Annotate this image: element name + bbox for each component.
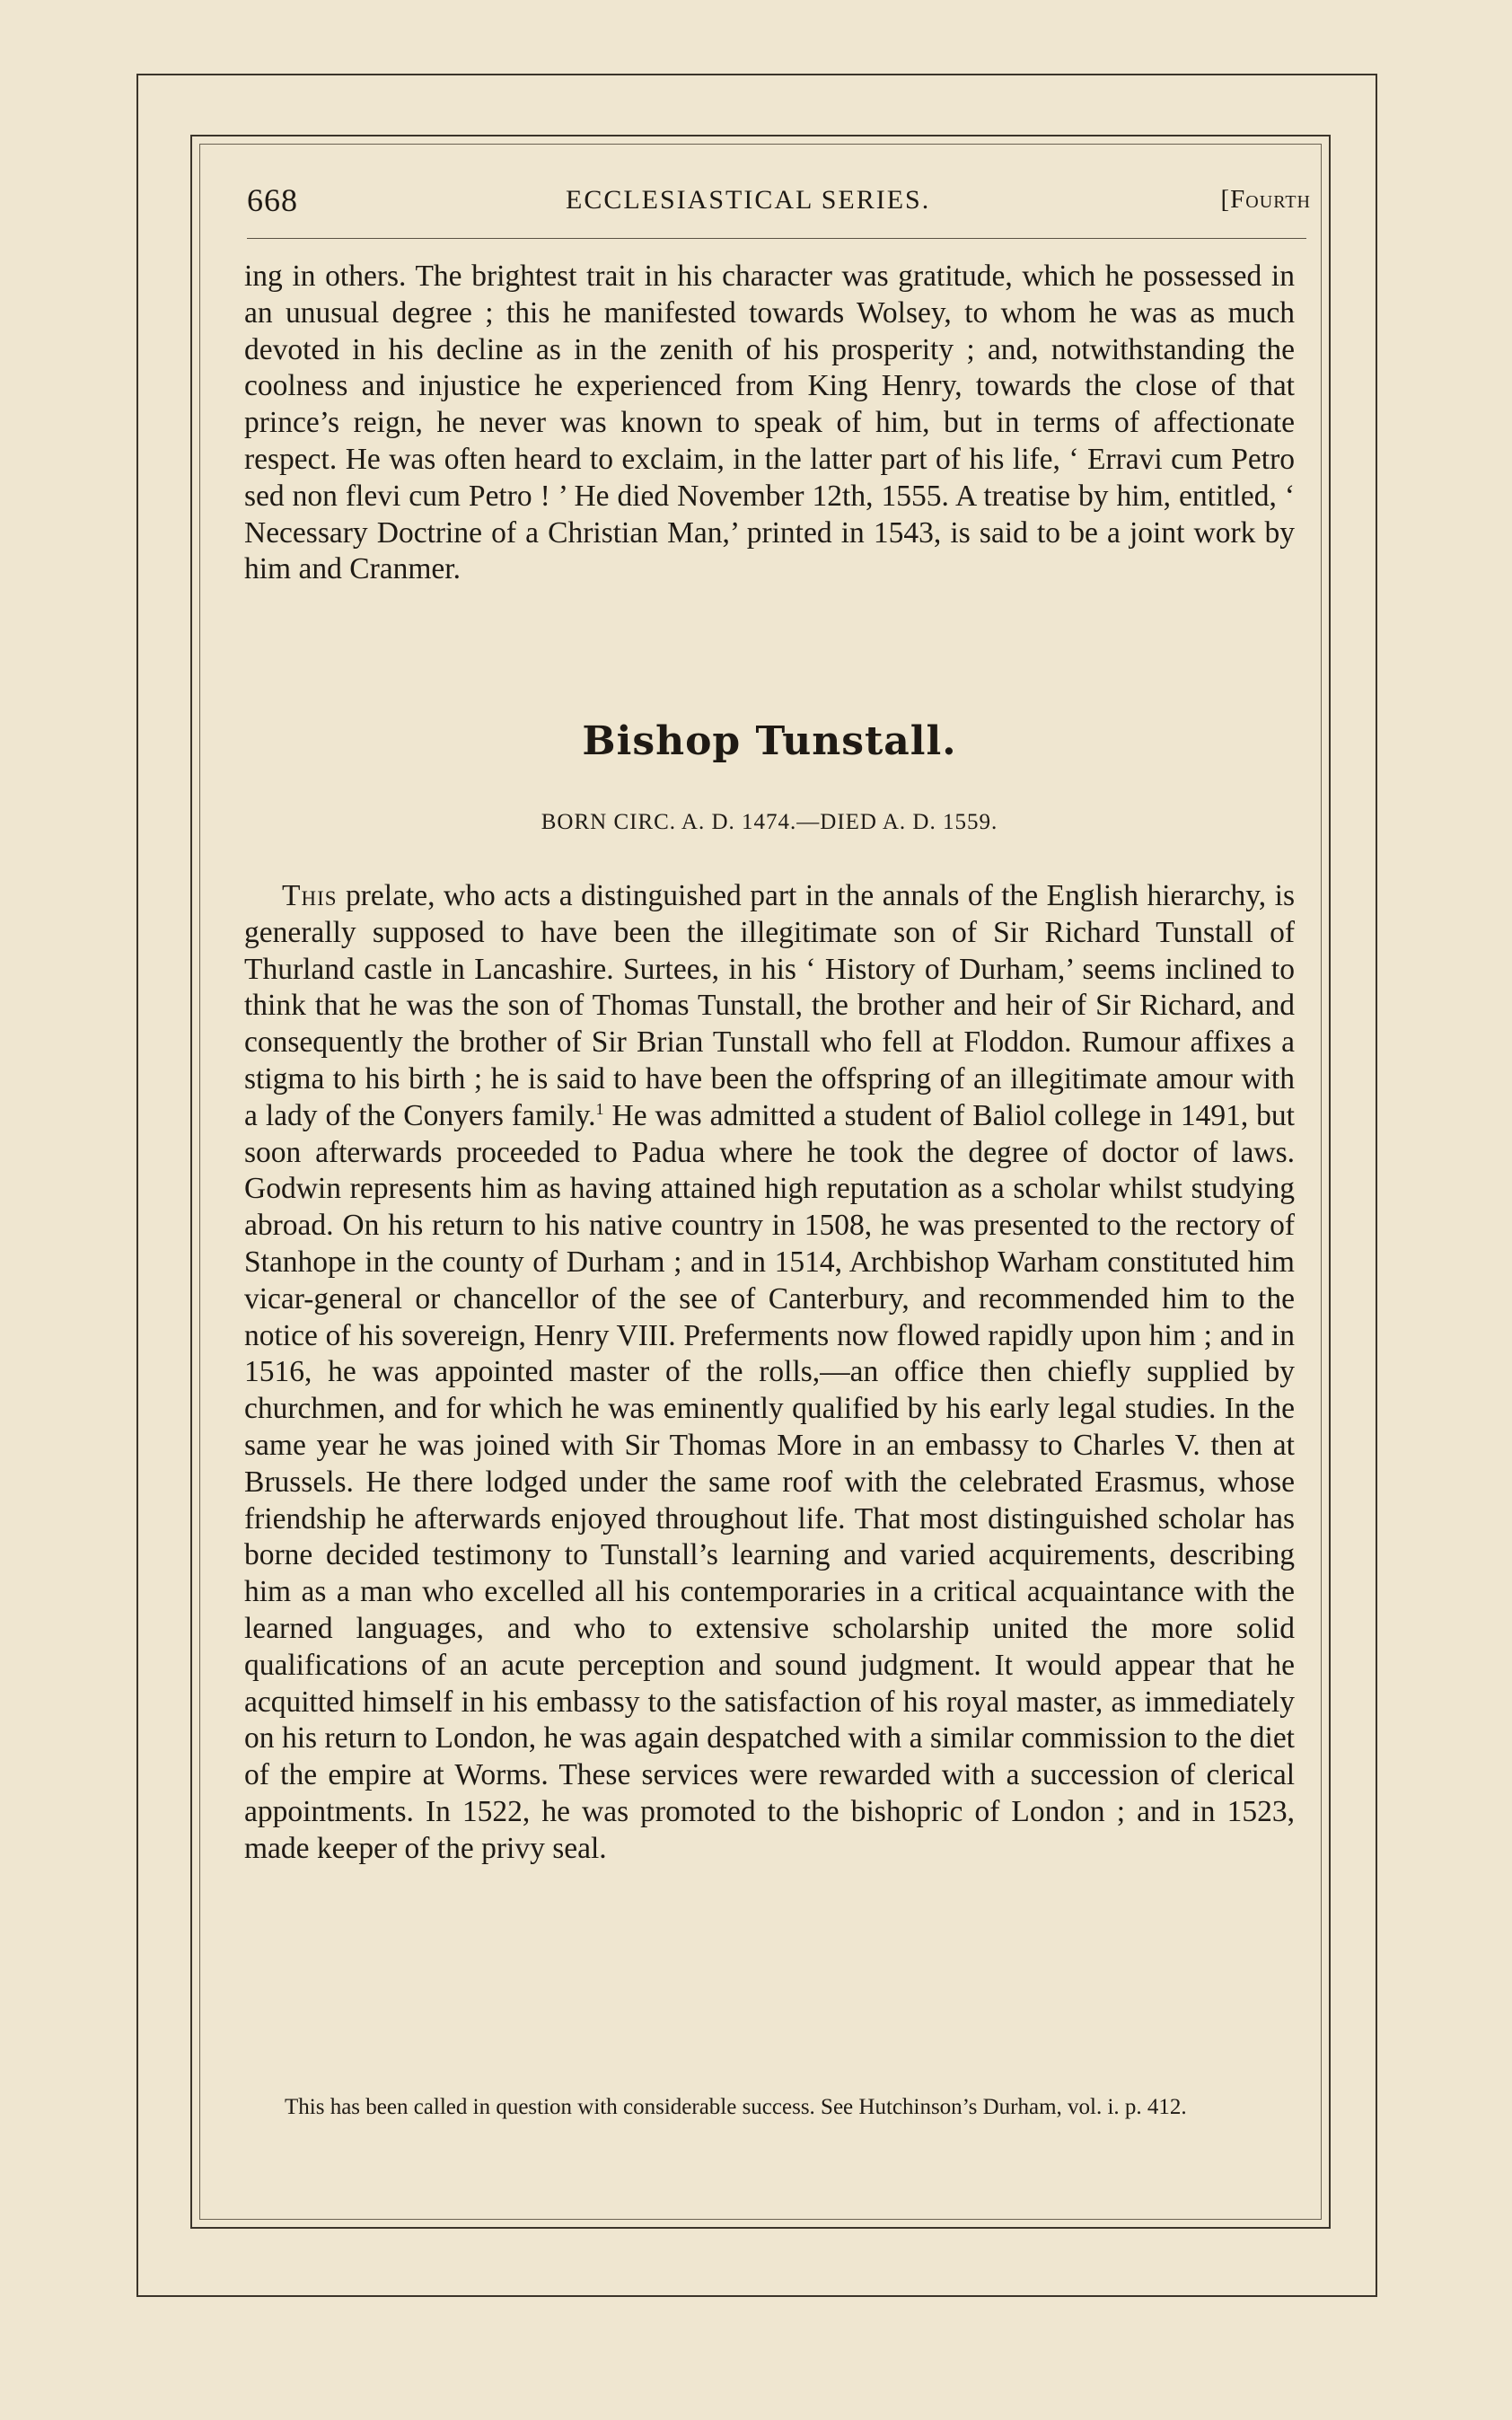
section-heading: Bishop Tunstall. <box>582 718 957 764</box>
footnote: This has been called in question with considerable success. See Hutchinson’s Durham, vol. i. p. 412. <box>285 2095 1187 2119</box>
paragraph-text-before-note: prelate, who acts a distinguished part in the annals of the English hierarchy, is generally supposed to have been the illegitimate son of Sir Richard Tunstall of Thurland castle in Lancashire. Surtees, in his ‘ History of Durham,’ seems inclined to think that he was the son of Thomas Tunstall, the brother and heir of Sir Richard, and consequently the brother of Sir Brian Tunstall who fell at Floddon. Rumour affixes a stigma to his birth ; he is said to have been the offspring of an illegitimate amour with a lady of the Conyers family. <box>244 879 1295 1132</box>
section-dates: BORN CIRC. A. D. 1474.—DIED A. D. 1559. <box>541 810 998 834</box>
paragraph-opening-word: This <box>282 879 338 912</box>
paragraph-text-after-note: He was admitted a student of Baliol college in 1491, but soon afterwards proceeded to Padua where he took the degree of doctor of laws. Godwin represents him as having attained high reputation as a scholar whilst studying abroad. On his return to his native country in 1508, he was presented to the rectory of Stanhope in the county of Durham ; and in 1514, Archbishop Warham constituted him vicar-general or chancellor of the see of Canterbury, and recommended him to the notice of his sovereign, Henry VIII. Preferments now flowed rapidly upon him ; and in 1516, he was appointed master of the rolls,—an office then chiefly supplied by churchmen, and for which he was eminently qualified by his early legal studies. In the same year he was joined with Sir Thomas More in an embassy to Charles V. then at Brussels. He there lodged under the same roof with the celebrated Erasmus, whose friendship he afterwards enjoyed throughout life. That most distinguished scholar has borne decided testimony to Tunstall’s learning and varied acquirements, describing him as a man who excelled all his contemporaries in a critical acquaintance with the learned languages, and who to extensive scholarship united the more solid qualifications of an acute perception and sound judgment. It would appear that he acquitted himself in his embassy to the satisfaction of his royal master, as immediately on his return to London, he was again despatched with a similar commission to the diet of the empire at Worms. These services were rewarded with a succession of clerical appointments. In 1522, he was promoted to the bishopric of London ; and in 1523, made keeper of the privy seal. <box>244 1098 1295 1865</box>
page-header <box>247 181 1311 224</box>
footnote-marker: 1 <box>595 1099 604 1118</box>
header-rule <box>247 238 1306 239</box>
page-number: 668 <box>247 182 298 218</box>
running-head-right: [Fourth <box>1220 185 1311 214</box>
paragraph-main <box>244 878 1295 1868</box>
paragraph-continued: ing in others. The brightest trait in his character was gratitude, which he possessed in an unusual degree ; this he manifested towards Wolsey, to whom he was as much devoted in his decline as in the zenith of his prosperity ; and, notwithstanding the coolness and injustice he experienced from King Henry, towards the close of that prince’s reign, he never was known to speak of him, but in terms of affectionate respect. He was often heard to exclaim, in the latter part of his life, ‘ Erravi cum Petro sed non flevi cum Petro ! ’ He died November 12th, 1555. A treatise by him, entitled, ‘ Necessary Doctrine of a Christian Man,’ printed in 1543, is said to be a joint work by him and Cranmer. <box>244 260 1295 586</box>
running-head: ECCLESIASTICAL SERIES. <box>566 185 931 215</box>
